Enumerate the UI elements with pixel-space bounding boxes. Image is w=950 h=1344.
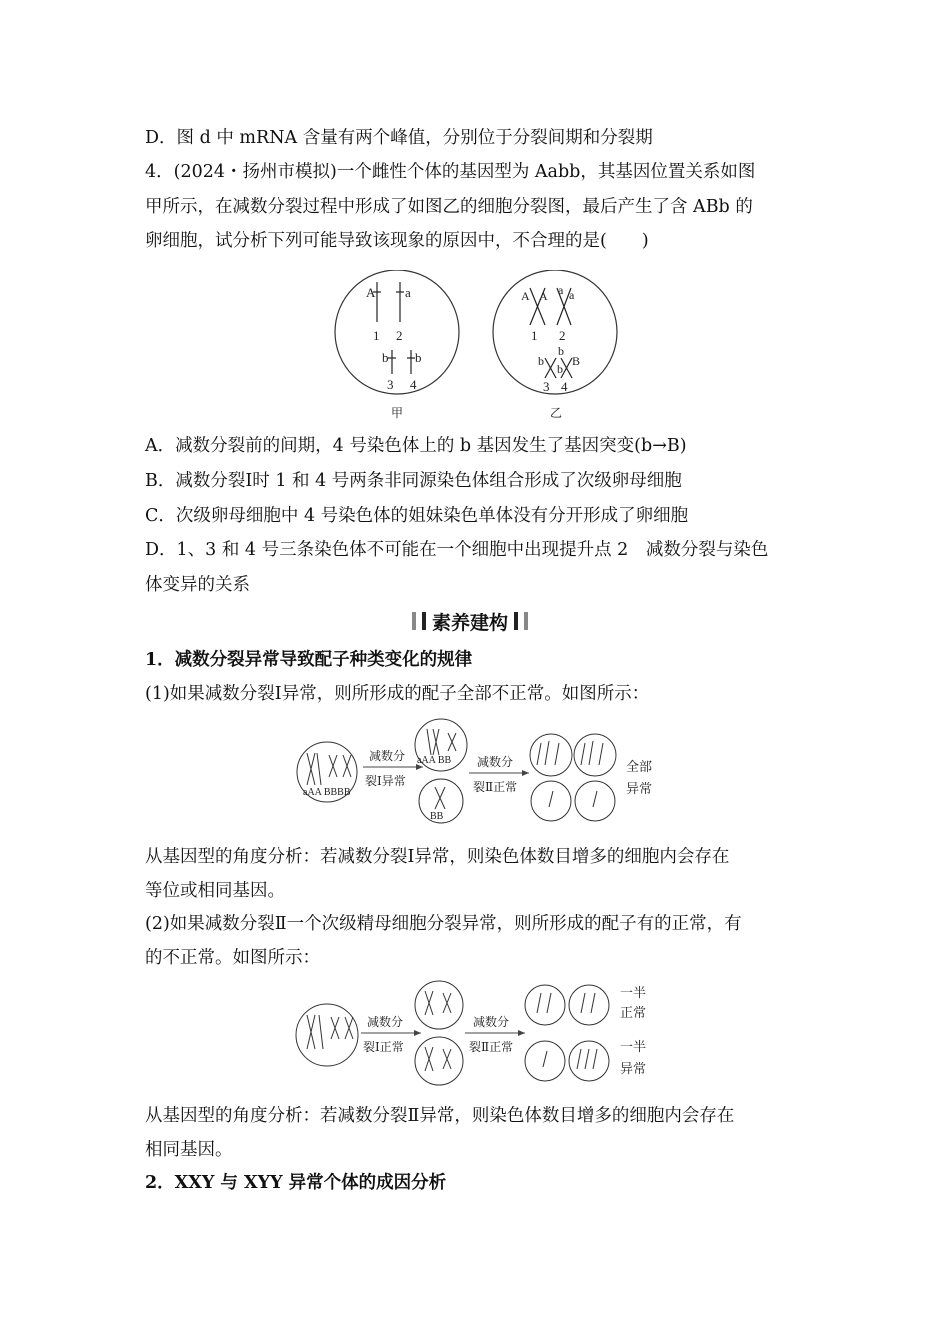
label-2: 2 [396,328,403,343]
result-bottom: 异常 [626,781,653,796]
label-1: 1 [531,328,538,343]
meiosis-figure-1 [293,715,668,825]
q3-option-d: D．图 d 中 mRNA 含量有两个峰值，分别位于分裂间期和分裂期 [145,128,653,148]
result2-bottom: 异常 [620,1061,647,1076]
q4-figure [325,270,625,430]
arrow2-top: 减数分 [473,1015,510,1029]
gamete-1 [525,985,565,1025]
label-1: 1 [373,328,380,343]
cell-secondary-bottom [415,1037,463,1085]
cell-start [296,1004,358,1066]
fig-jia-label: 甲 [391,406,404,420]
section1-analysis1-line2: 等位或相同基因。 [145,881,285,901]
gamete-4 [569,1041,609,1081]
q4-option-b: B．减数分裂Ⅰ时 1 和 4 号两条非同源染色体组合形成了次级卵母细胞 [145,471,682,491]
label-b: b [382,350,389,365]
arrow1-top: 减数分 [367,1015,404,1029]
section1-p1: (1)如果减数分裂Ⅰ异常，则所形成的配子全部不正常。如图所示： [145,684,650,704]
label-4: 4 [410,377,417,392]
banner-title: 素养建构 [431,611,508,634]
q4-option-a: A．减数分裂前的间期，4 号染色体上的 b 基因发生了基因突变(b→B) [145,436,687,456]
q4-option-d-line2: 体变异的关系 [145,575,250,595]
label-b: b [558,344,564,358]
label-2: 2 [559,328,566,343]
gamete-2 [574,734,616,776]
gamete-2 [569,985,609,1025]
section1-heading: 1．减数分裂异常导致配子种类变化的规律 [145,650,473,670]
result2-top: 一半 [620,1039,647,1054]
label-b: b [415,350,422,365]
label-3: 3 [543,379,550,394]
label-A: A [521,289,530,303]
meiosis-figure-2 [293,975,668,1090]
result-top: 全部 [626,759,653,774]
genes-bottom: BB [430,811,444,822]
label-a: a [569,288,575,302]
section1-analysis2-line1: 从基因型的角度分析：若减数分裂Ⅱ异常，则染色体数目增多的细胞内会存在 [145,1106,735,1126]
q4-stem-line2: 甲所示，在减数分裂过程中形成了如图乙的细胞分裂图，最后产生了含 ABb 的 [145,197,753,217]
label-A: A [539,289,548,303]
section1-analysis1-line1: 从基因型的角度分析：若减数分裂Ⅰ异常，则染色体数目增多的细胞内会存在 [145,847,730,867]
label-b: b [538,354,544,368]
label-3: 3 [387,377,394,392]
gamete-1 [530,734,572,776]
fig-yi-label: 乙 [550,406,563,420]
arrow1-bottom: 裂Ⅰ正常 [363,1040,404,1054]
result1-bottom: 正常 [620,1005,647,1020]
arrow2-bottom: 裂Ⅱ正常 [473,780,518,794]
section2-heading: 2．XXY 与 XYY 异常个体的成因分析 [145,1173,447,1193]
arrow2-top: 减数分 [477,755,514,769]
label-b: b [557,362,563,376]
cell-secondary-top [415,981,463,1029]
arrow1-top: 减数分 [369,749,406,763]
label-4: 4 [561,379,568,394]
section-banner [395,607,545,635]
section1-p2-line1: (2)如果减数分裂Ⅱ一个次级精母细胞分裂异常，则所形成的配子有的正常，有 [145,914,742,934]
label-a: a [405,285,411,300]
section1-analysis2-line2: 相同基因。 [145,1140,233,1160]
q4-option-d-line1: D．1、3 和 4 号三条染色体不可能在一个细胞中出现提升点 2 减数分裂与染色 [145,540,769,560]
q4-stem-line3: 卵细胞，试分析下列可能导致该现象的原因中，不合理的是( ) [145,231,649,251]
label-a: a [558,283,564,297]
arrow1-bottom: 裂Ⅰ异常 [365,774,406,788]
q4-stem-line1: 4．(2024・扬州市模拟)一个雌性个体的基因型为 Aabb，其基因位置关系如图 [145,162,756,182]
genes-start: aAA BBBB [303,787,351,798]
arrow2-bottom: 裂Ⅱ正常 [469,1040,514,1054]
genes-top: aAA BB [417,755,452,766]
label-A: A [366,285,376,300]
q4-option-c: C．次级卵母细胞中 4 号染色体的姐妹染色单体没有分开形成了卵细胞 [145,506,689,526]
section1-p2-line2: 的不正常。如图所示： [145,948,320,968]
label-B: B [572,354,581,368]
result1-top: 一半 [620,985,647,1000]
